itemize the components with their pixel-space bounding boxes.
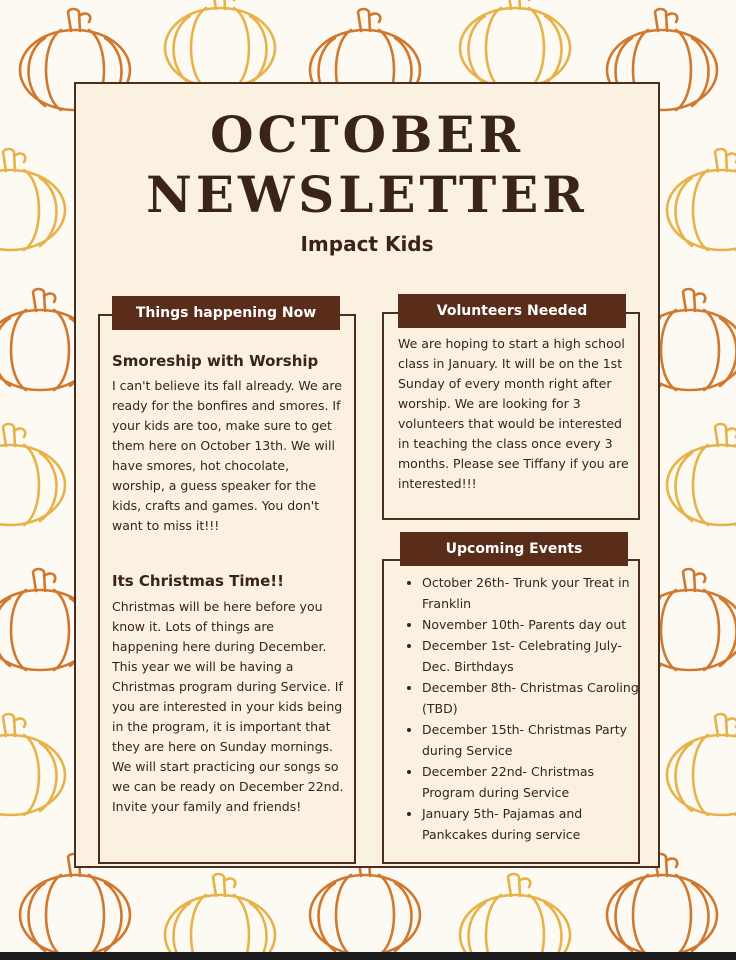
volunteers-tab: Volunteers Needed (398, 294, 626, 328)
title-line-1: OCTOBER (209, 105, 525, 164)
article-2-body: Christmas will be here before you know it. Lots of things are happening here during December. This year we will be having a Christmas program during Service. If you are interested in your kids being in the program, it is important that they are here on Sunday mornings. We will start practicing our songs so we can be ready on December 22nd. Invite your family and friends! (112, 599, 344, 814)
article-1-body: I can't believe its fall already. We are ready for the bonfires and smores. If your kids are too, make sure to get them here on October 13th. We will have smores, hot chocolate, worship, a guess speaker for the kids, crafts and games. You don't want to miss it!!! (112, 378, 342, 533)
event-item: • January 5th- Pajamas and Pankcakes during service (422, 803, 642, 845)
event-item: • December 8th- Christmas Caroling (TBD) (422, 677, 642, 719)
newsletter-subtitle: Impact Kids (300, 232, 434, 256)
event-item: • October 26th- Trunk your Treat in Franklin (422, 572, 642, 614)
newsletter-paper (74, 82, 660, 868)
title-line-2: NEWSLETTER (146, 165, 588, 224)
upcoming-events-list (402, 572, 642, 845)
event-item: • December 22nd- Christmas Program during Service (422, 761, 642, 803)
article-1-heading: Smoreship with Worship (112, 352, 319, 370)
bottom-edge-bar (0, 952, 736, 960)
event-item: • November 10th- Parents day out (422, 614, 642, 635)
volunteers-body: We are hoping to start a high school class in January. It will be on the 1st Sunday of every month right after worship. We are looking for 3 volunteers that would be interested in teaching the class once every 3 months. Please see Tiffany if you are interested!!! (398, 336, 629, 491)
event-item: • December 1st- Celebrating July-Dec. Birthdays (422, 635, 642, 677)
article-2-heading: Its Christmas Time!! (112, 572, 284, 590)
event-item: • December 15th- Christmas Party during Service (422, 719, 642, 761)
upcoming-events-tab: Upcoming Events (400, 532, 628, 566)
things-happening-tab: Things happening Now (112, 296, 340, 330)
